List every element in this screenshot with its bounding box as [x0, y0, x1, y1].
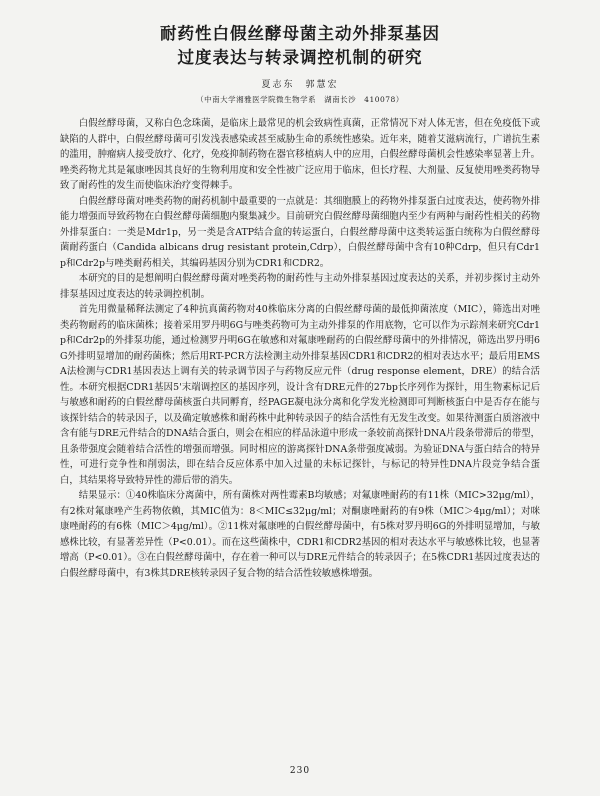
paragraph-mechanism: 白假丝酵母菌对唑类药物的耐药机制中最重要的一点就是：其细胞膜上的药物外排泵蛋白过度表达，使药物外排能力增强而导致药物在白假丝酵母菌细胞内聚集减少。目前研究白假丝酵母菌细胞内至少有两种与耐药性相关的药物外排泵蛋白：一类是Mdr1p，另一类是含ATP结合盒的转运蛋白，白假丝酵母菌中这类转运蛋白统称为白假丝酵母菌耐药蛋白（Candida albicans drug resistant protein,Cdrp），白假丝酵母菌中含有10种Cdrp，但只有Cdr1p和Cdr2p与唑类耐药相关，其编码基因分别为CDR1和CDR2。 — [60, 195, 540, 269]
title-line-2: 过度表达与转录调控机制的研究 — [177, 48, 423, 67]
paragraph-introduction: 白假丝酵母菌，又称白色念珠菌，是临床上最常见的机会致病性真菌，正常情况下对人体无害，但在免疫低下或缺陷的人群中，白假丝酵母菌可引发浅表感染或甚至威胁生命的系统性感染。近年来，随着艾滋病流行，广谱抗生素的滥用，肿瘤病人接受放疗、化疗，免疫抑制药物在器官移植病人中的应用，白假丝酵母菌机会性感染率显著上升。唑类药物尤其是氟康唑因其良好的生物利用度和安全性被广泛应用于临床，但长疗程、大剂量、反复使用唑类药物导致了耐药性的发生而使临床治疗变得棘手。 — [60, 118, 540, 191]
paragraph-objective: 本研究的目的是想阐明白假丝酵母菌对唑类药物的耐药性与主动外排泵基因过度表达的关系，并初步探讨主动外排泵基因过度表达的转录调控机制。 — [60, 273, 540, 300]
paragraph-methods: 首先用微量稀释法测定了4种抗真菌药物对40株临床分离的白假丝酵母菌的最低抑菌浓度（MIC），筛选出对唑类药物耐药的临床菌株；接着采用罗丹明6G与唑类药物可为主动外排泵的作用底物，它可以作为示踪剂来研究Cdr1p和Cdr2p的外排泵功能，通过检测罗丹明6G在敏感和对氟康唑耐药的白假丝酵母菌中的外排情况，筛选出罗丹明6G外排明显增加的耐药菌株；然后用RT-PCR方法检测主动外排泵基因CDR1和CDR2的相对表达水平；最后用EMSA法检测与CDR1基因表达上调有关的转录调节因子与药物反应元件（drug response element，DRE）的结合活性。本研究根据CDR1基因5'末端调控区的基因序列，设计含有DRE元件的27bp长序列作为探针，用生物素标记后与敏感和耐药的白假丝酵母菌核蛋白共同孵育，经PAGE凝电泳分离和化学发光检测即可判断核蛋白中是否存在能与该探针结合的转录因子，以及确定敏感株和耐药株中此种转录因子的结合活性有无发生改变。如果待测蛋白质溶液中含有能与DRE元件结合的DNA结合蛋白，则会在相应的样品泳道中形成一条较前高探针DNA片段条带滞后的带型，且条带强度会随着结合活性的增强而增强。同时相应的游离探针DNA条带强度减弱。为验证DNA与蛋白结合的特异性，可进行竞争性和削弱法，即在结合反应体系中加入过量的未标记探针，与标记的特异性DNA片段竞争结合蛋白，其结果将导致特异性的滞后带的消失。 — [60, 304, 540, 486]
title-line-1: 耐药性白假丝酵母菌主动外排泵基因 — [160, 24, 440, 43]
paper-body — [60, 116, 540, 581]
paragraph-results: 结果显示：①40株临床分离菌中，所有菌株对两性霉素B均敏感；对氟康唑耐药的有11株（MIC>32μg/ml），有2株对氟康唑产生药物依赖，其MIC值为：8＜MIC≤32μg/ml；对酮康唑耐药的有9株（MIC＞4μg/ml）；对咪康唑耐药的有6株（MIC＞4μg/ml）。②11株对氟康唑的白假丝酵母菌中，有5株对罗丹明6G的外排明显增加，与敏感株比较，有显著差异性（P<0.01）。而在这些菌株中，CDR1和CDR2基因的相对表达水平与敏感株比较，也显著增高（P<0.01）。③在白假丝酵母菌中，存在着一种可以与DRE元件结合的转录因子；在5株CDR1基因过度表达的白假丝酵母菌中，有3株其DRE核转录因子复合物的结合活性较敏感株增强。 — [60, 490, 540, 579]
page-number: 230 — [289, 766, 311, 776]
paper-title — [60, 22, 540, 70]
author-names: 夏志东 郭慧宏 — [261, 80, 339, 90]
author-affiliation: （中南大学湘雅医学院微生物学系 湖南长沙 410078） — [196, 95, 404, 104]
